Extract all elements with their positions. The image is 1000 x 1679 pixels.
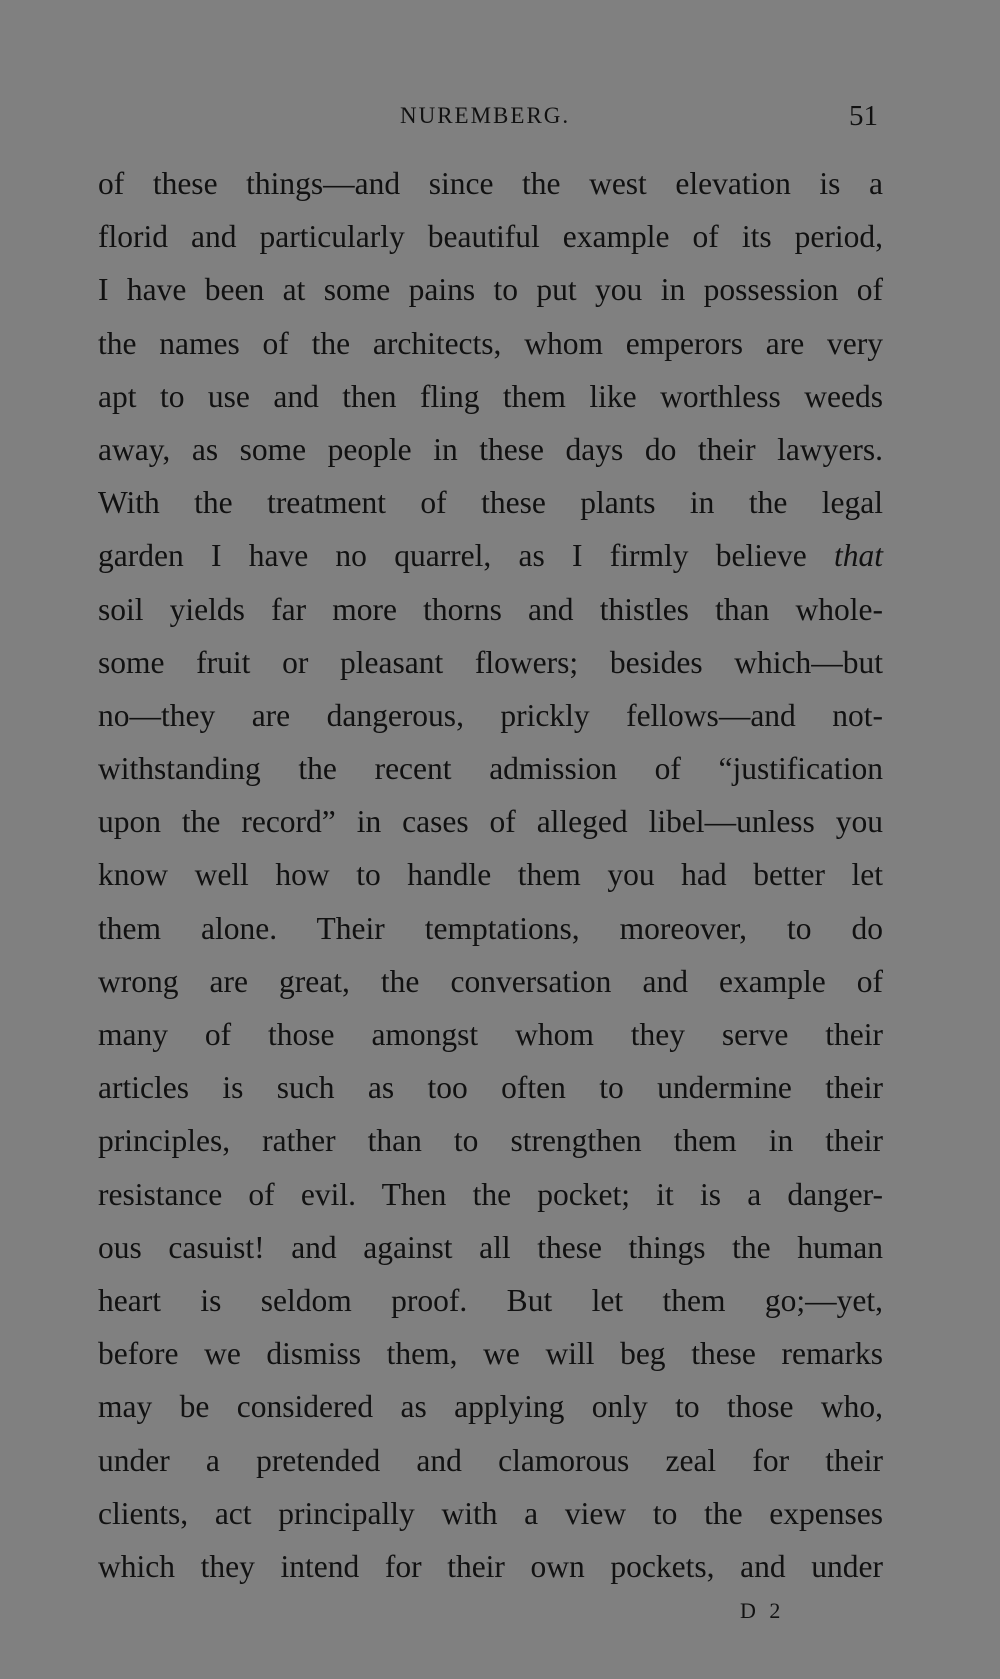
text-line: some fruit or pleasant flowers; besides which—but (98, 644, 883, 680)
text-line: ous casuist! and against all these things the human (98, 1229, 883, 1265)
text-line: principles, rather than to strengthen them in their (98, 1123, 883, 1159)
italic-word: that (833, 538, 883, 574)
text-line: the names of the architects, whom emperors are very (98, 325, 883, 361)
text-line: I have been at some pains to put you in possession of (98, 272, 883, 308)
text-line: upon the record” in cases of alleged libel—unless you (98, 804, 883, 840)
text-line: which they intend for their own pockets, and under (98, 1548, 883, 1584)
text-line: under a pretended and clamorous zeal for their (98, 1442, 883, 1478)
text-line: withstanding the recent admission of “justification (98, 751, 883, 787)
signature-mark: D 2 (740, 1598, 785, 1623)
text-line: wrong are great, the conversation and example of (98, 963, 883, 999)
text-line: resistance of evil. Then the pocket; it is a danger- (98, 1176, 883, 1212)
running-head (0, 98, 1000, 134)
text-line: apt to use and then fling them like worthless weeds (98, 378, 883, 414)
text-line: many of those amongst whom they serve their (98, 1017, 883, 1052)
body-text (98, 157, 883, 1593)
text-line: know well how to handle them you had better let (98, 857, 883, 893)
text-line: before we dismiss them, we will beg these remarks (98, 1336, 883, 1372)
text-line: With the treatment of these plants in the legal (98, 485, 883, 521)
text-line: them alone. Their temptations, moreover, to do (98, 910, 883, 946)
text-line (98, 529, 883, 582)
page-number: 51 (849, 100, 878, 132)
text-line: heart is seldom proof. But let them go;—yet, (98, 1282, 883, 1318)
text-line: soil yields far more thorns and thistles than whole- (98, 591, 883, 627)
running-title: NUREMBERG. (400, 103, 571, 128)
text-line: no—they are dangerous, prickly fellows—and not- (98, 697, 883, 733)
text-line: clients, act principally with a view to the expenses (98, 1495, 883, 1531)
text-line: of these things—and since the west elevation is a (98, 166, 883, 201)
text-line: may be considered as applying only to those who, (98, 1389, 883, 1425)
text-line: florid and particularly beautiful example of its period, (98, 219, 883, 255)
text-line: away, as some people in these days do their lawyers. (98, 431, 883, 467)
text-line: articles is such as too often to undermine their (98, 1070, 883, 1106)
text-line-content: garden I have no quarrel, as I firmly believe (98, 538, 807, 574)
